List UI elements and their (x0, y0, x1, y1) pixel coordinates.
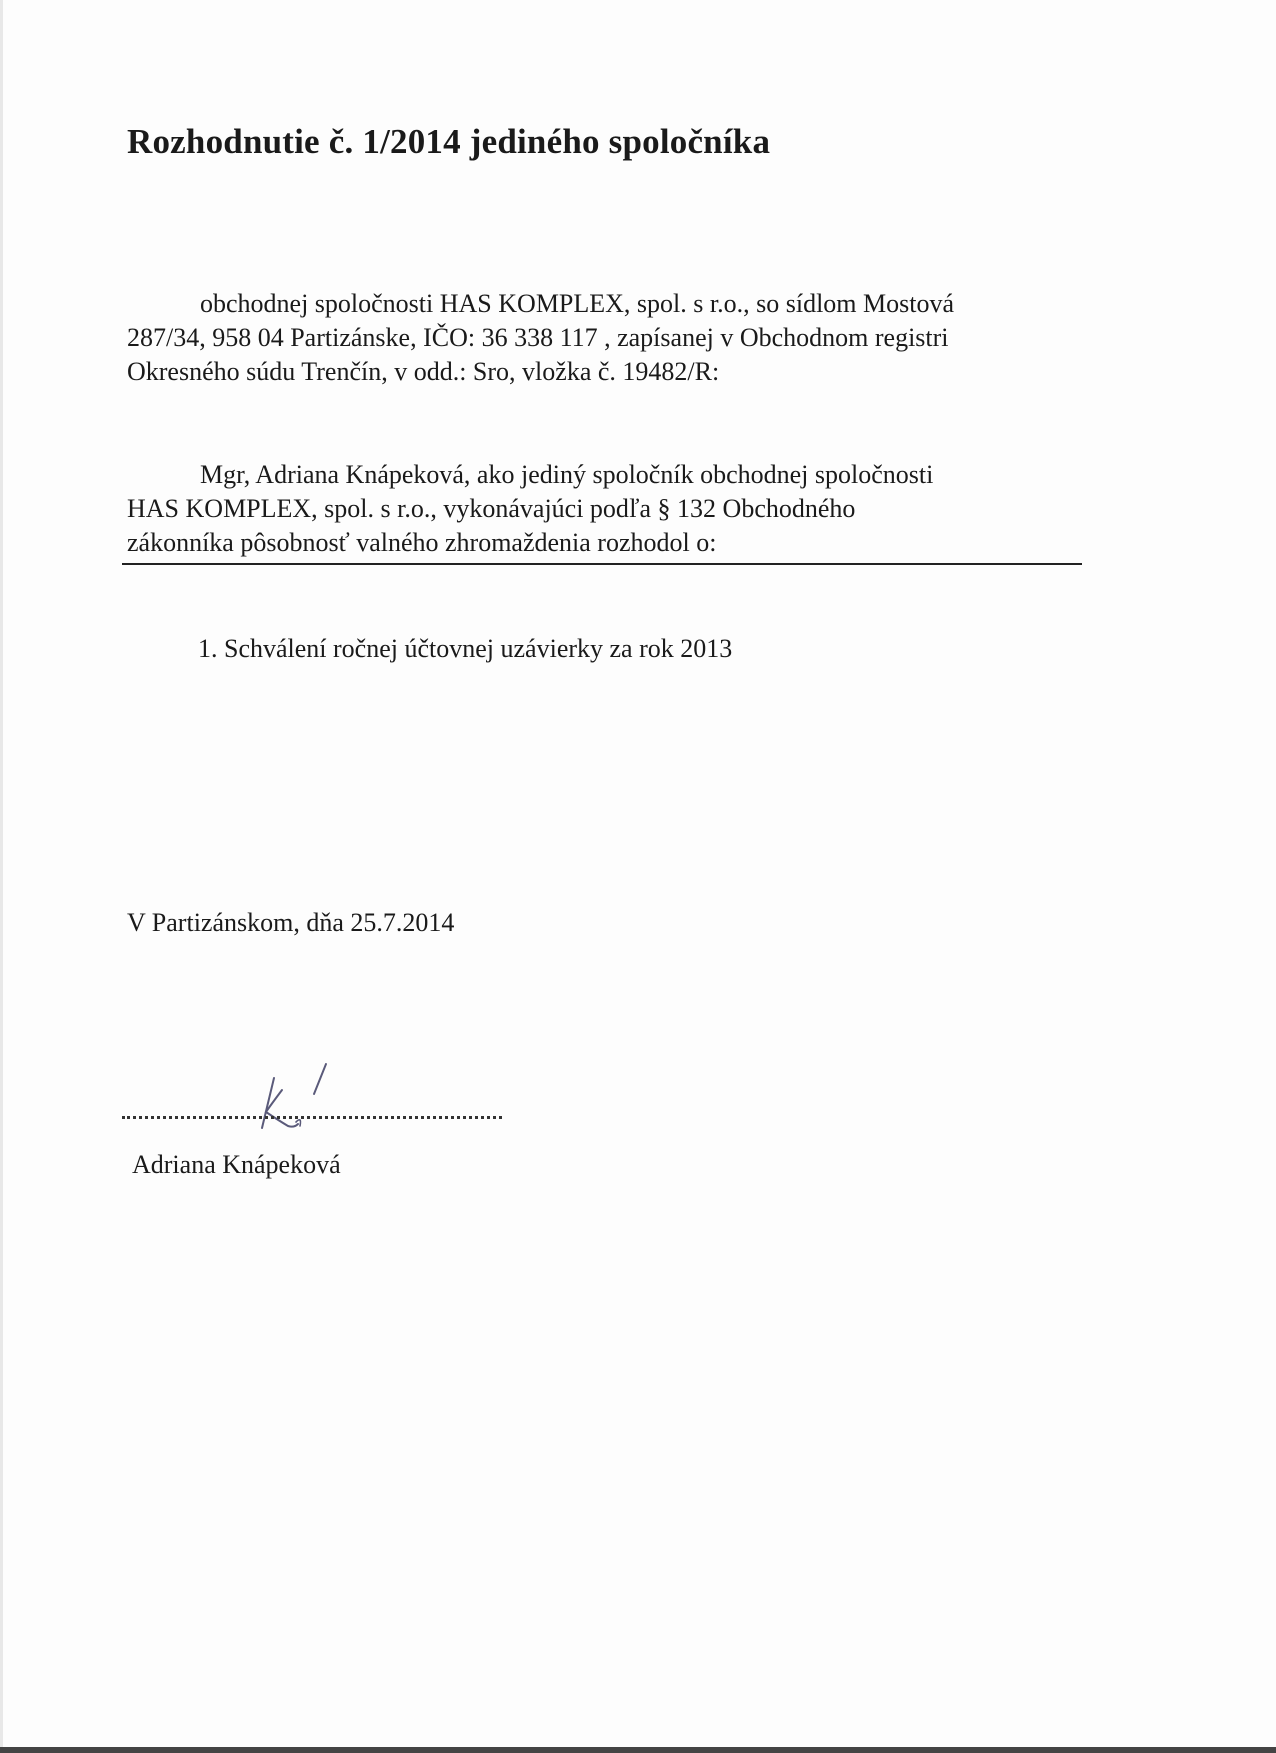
declaration-line: HAS KOMPLEX, spol. s r.o., vykonávajúci podľa § 132 Obchodného (127, 494, 856, 523)
document-title: Rozhodnutie č. 1/2014 jediného spoločníka (127, 122, 771, 161)
intro-line: Okresného súdu Trenčín, v odd.: Sro, vložka č. 19482/R: (127, 357, 720, 386)
signature-line (122, 1116, 502, 1119)
declaration-line: Mgr, Adriana Knápeková, ako jediný spoločník obchodnej spoločnosti (200, 460, 934, 489)
decision-item: 1. Schválení ročnej účtovnej uzávierky za rok 2013 (198, 634, 733, 663)
separator-rule (122, 563, 1082, 565)
scan-left-edge (0, 0, 3, 1753)
intro-line: obchodnej spoločnosti HAS KOMPLEX, spol. s r.o., so sídlom Mostová (200, 289, 955, 318)
declaration-line: zákonníka pôsobnosť valného zhromaždenia rozhodol o: (127, 528, 717, 557)
signer-name: Adriana Knápeková (132, 1150, 341, 1179)
declaration-paragraph (127, 458, 933, 560)
handwritten-signature (252, 1060, 342, 1140)
company-identification-paragraph (127, 287, 954, 389)
intro-line: 287/34, 958 04 Partizánske, IČO: 36 338 117 , zapísanej v Obchodnom registri (127, 323, 949, 352)
scan-bottom-edge (0, 1747, 1276, 1753)
place-and-date: V Partizánskom, dňa 25.7.2014 (127, 908, 455, 937)
